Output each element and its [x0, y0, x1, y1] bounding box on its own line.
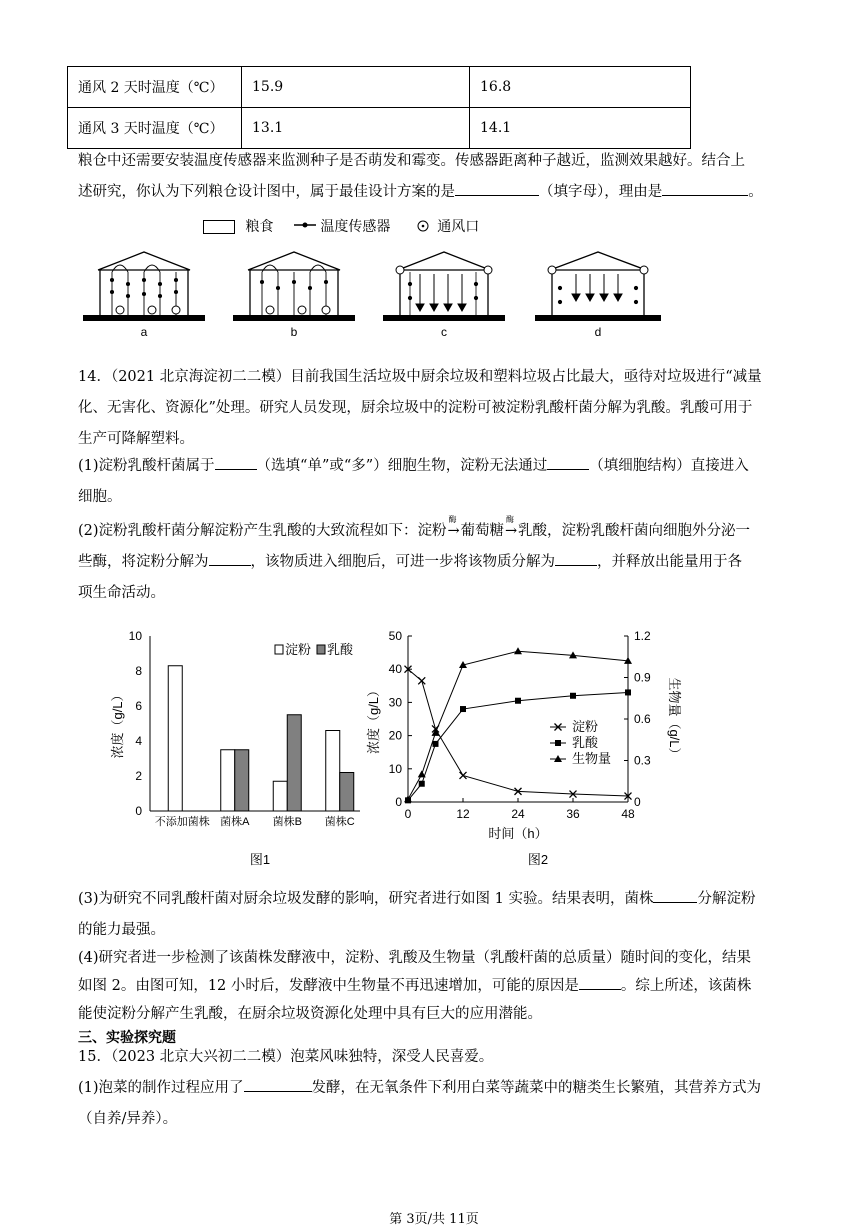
y2-tick-label: 0 [634, 795, 641, 809]
answer-blank[interactable] [555, 551, 597, 566]
text-line: 项生命活动。 [78, 585, 165, 601]
text: (2)淀粉乳酸杆菌分解淀粉产生乳酸的大致流程如下：淀粉 [78, 523, 447, 539]
table-cell-label: 通风 3 天时温度（℃） [68, 108, 242, 149]
text-line [78, 547, 798, 578]
text-line [78, 516, 798, 547]
data-point [433, 741, 439, 747]
text-line [78, 972, 798, 1000]
y-tick-label: 10 [128, 629, 142, 643]
x-tick-label: 48 [621, 807, 635, 821]
data-point [460, 772, 467, 779]
text: 发酵，在无氧条件下利用白菜等蔬菜中的糖类生长繁殖，其营养方式为 [311, 1080, 762, 1096]
answer-blank[interactable] [579, 975, 621, 990]
data-point [418, 677, 425, 684]
text: 述研究，你认为下列粮仓设计图中，属于最佳设计方案的是 [78, 184, 455, 200]
bar [340, 773, 354, 812]
enzyme-label: 酶 [506, 515, 515, 524]
x-tick-label: 36 [566, 807, 580, 821]
text: （填细胞结构）直接进入 [589, 458, 749, 474]
answer-blank[interactable] [209, 551, 251, 566]
bar [168, 666, 182, 811]
legend-label: 乳酸 [572, 735, 599, 750]
y-tick-label: 8 [135, 664, 142, 678]
x-tick-label: 菌株C [324, 816, 355, 828]
grain-legend-icon [203, 220, 235, 234]
legend-swatch [275, 645, 283, 654]
text: 。 [748, 184, 763, 200]
y-tick-label: 0 [135, 804, 142, 818]
data-point [625, 689, 631, 695]
y-tick-label: 6 [135, 699, 142, 713]
x-axis-label: 时间（h） [488, 826, 548, 841]
text-line: (4)研究者进一步检测了该菌株发酵液中，淀粉、乳酸及生物量（乳酸杆菌的总质量）随时间的变化，结果 [78, 950, 752, 966]
answer-blank[interactable] [653, 888, 697, 903]
design-label: d [594, 325, 602, 339]
chart-title: 图1 [249, 852, 271, 867]
enzyme-arrow: 酶 → [447, 516, 461, 547]
legend-label: 淀粉 [572, 719, 599, 734]
text: 乳酸 [518, 523, 548, 539]
text: ，并释放出能量用于各 [597, 554, 742, 570]
sensor-legend-icon [294, 218, 316, 234]
data-point [555, 740, 561, 746]
y-tick-label: 30 [388, 695, 402, 710]
text: (3)为研究不同乳酸杆菌对厨余垃圾发酵的影响，研究者进行如图 1 实验。结果表明，菌株 [78, 891, 654, 907]
text: 些酶，将淀粉分解为 [78, 554, 209, 570]
legend-label: 粮食 [245, 219, 274, 235]
y-tick-label: 50 [388, 629, 402, 643]
granary-paragraph [78, 146, 798, 208]
table-row [68, 67, 691, 108]
y2-axis-label: 生物量（g/L） [667, 677, 682, 761]
text: 。综上所述，该菌株 [620, 978, 752, 994]
chart-title: 图2 [527, 852, 549, 867]
y2-tick-label: 0.6 [634, 712, 651, 726]
table-cell-value: 14.1 [470, 108, 691, 149]
x-tick-label: 不添加菌株 [154, 816, 210, 828]
data-point [515, 698, 521, 704]
question-14-part-4 [78, 944, 798, 1028]
x-tick-label: 24 [511, 807, 525, 821]
table-cell-value: 13.1 [242, 108, 470, 149]
design-label: b [290, 325, 298, 339]
text-line [78, 1073, 798, 1104]
design-label: c [441, 325, 447, 339]
legend-label: 生物量 [572, 751, 612, 766]
y-tick-label: 20 [388, 728, 402, 743]
legend-label: 通风口 [437, 219, 480, 235]
text-line: 能使淀粉分解产生乳酸，在厨余垃圾资源化处理中具有巨大的应用潜能。 [78, 1006, 542, 1022]
granary-design-b [233, 252, 355, 339]
text: 分解淀粉 [697, 891, 756, 907]
y-tick-label: 40 [388, 662, 402, 677]
text-line: 14．（2021 北京海淀初二二模）目前我国生活垃圾中厨余垃圾和塑料垃圾占比最大，亟待对垃圾进行“减量 [78, 369, 762, 385]
page-footer: 第 3页/共 11页 [389, 1212, 479, 1227]
text: (1)泡菜的制作过程应用了 [78, 1080, 244, 1096]
text-line: 细胞。 [78, 489, 122, 505]
data-point [418, 770, 426, 777]
text: （填字母），理由是 [539, 184, 663, 200]
data-point [460, 706, 466, 712]
y2-tick-label: 0.3 [634, 753, 651, 768]
granary-design-d [535, 252, 661, 339]
legend-label: 淀粉 [285, 642, 312, 657]
text-line [78, 884, 798, 915]
question-15 [78, 1042, 798, 1135]
text-line: 15．（2023 北京大兴初二二模）泡菜风味独特，深受人民喜爱。 [78, 1049, 494, 1065]
x-tick-label: 0 [404, 807, 412, 821]
temperature-table [67, 66, 691, 149]
x-tick-label: 菌株A [220, 816, 250, 828]
table-row [68, 108, 691, 149]
text-line [78, 451, 798, 482]
text-line: （自养/异养）。 [78, 1111, 178, 1127]
text-line: 的能力最强。 [78, 922, 165, 938]
bar [287, 715, 301, 811]
figure-2-line-chart [360, 624, 682, 872]
x-tick-label: 12 [456, 807, 470, 821]
figure-1-bar-chart [100, 624, 380, 872]
vent-legend-icon [417, 220, 429, 236]
legend-label: 温度传感器 [320, 219, 391, 235]
y-tick-label: 0 [395, 795, 402, 809]
text-line [78, 177, 798, 208]
table-cell-value: 15.9 [242, 67, 470, 108]
enzyme-arrow: 酶 → [504, 516, 518, 547]
granary-design-c [383, 252, 505, 339]
answer-blank[interactable] [244, 1077, 312, 1092]
granary-designs [78, 248, 668, 344]
section-heading: 三、实验探究题 [78, 1030, 176, 1046]
text: ，该物质进入细胞后，可进一步将该物质分解为 [250, 554, 555, 570]
y-tick-label: 4 [135, 734, 142, 748]
data-point [419, 781, 425, 787]
text: （选填“单”或“多”）细胞生物，淀粉无法通过 [256, 458, 548, 474]
answer-blank[interactable] [662, 181, 748, 196]
y-axis-label: 浓度（g/L） [110, 688, 125, 759]
text: (1)淀粉乳酸杆菌属于 [78, 458, 215, 474]
text-line: 化、无害化、资源化”处理。研究人员发现，厨余垃圾中的淀粉可被淀粉乳酸杆菌分解为乳酸。乳酸可用于 [78, 400, 753, 416]
text: ，淀粉乳酸杆菌向细胞外分泌一 [547, 523, 751, 539]
answer-blank[interactable] [547, 455, 589, 470]
bar [235, 750, 249, 811]
text: 如图 2。由图可知，12 小时后，发酵液中生物量不再迅速增加，可能的原因是 [78, 978, 579, 994]
y-tick-label: 10 [388, 761, 402, 776]
granary-design-a [83, 252, 205, 339]
y2-tick-label: 0.9 [634, 670, 651, 685]
data-point [570, 693, 576, 699]
question-14-intro [78, 362, 798, 455]
answer-blank[interactable] [215, 455, 257, 470]
granary-legend [203, 216, 563, 236]
enzyme-label: 酶 [448, 515, 457, 524]
legend-swatch [317, 645, 325, 654]
text-line: 粮仓中还需要安装温度传感器来监测种子是否萌发和霉变。传感器距离种子越近，监测效果越好。结合上 [78, 153, 745, 169]
text: 葡萄糖 [460, 523, 505, 539]
question-14-part-3 [78, 884, 798, 946]
text-line: 生产可降解塑料。 [78, 431, 194, 447]
bar [273, 781, 287, 811]
table-cell-value: 16.8 [470, 67, 691, 108]
table-cell-label: 通风 2 天时温度（℃） [68, 67, 242, 108]
question-14-part-1 [78, 451, 798, 513]
legend-label: 乳酸 [327, 642, 354, 657]
bar [326, 731, 340, 812]
data-point [514, 647, 522, 654]
y2-tick-label: 1.2 [634, 629, 651, 643]
bar [221, 750, 235, 811]
x-tick-label: 菌株B [272, 816, 302, 828]
y-tick-label: 2 [135, 769, 142, 783]
design-label: a [140, 325, 148, 339]
question-14-part-2 [78, 516, 798, 609]
y-axis-label: 浓度（g/L） [366, 683, 381, 755]
answer-blank[interactable] [455, 181, 539, 196]
